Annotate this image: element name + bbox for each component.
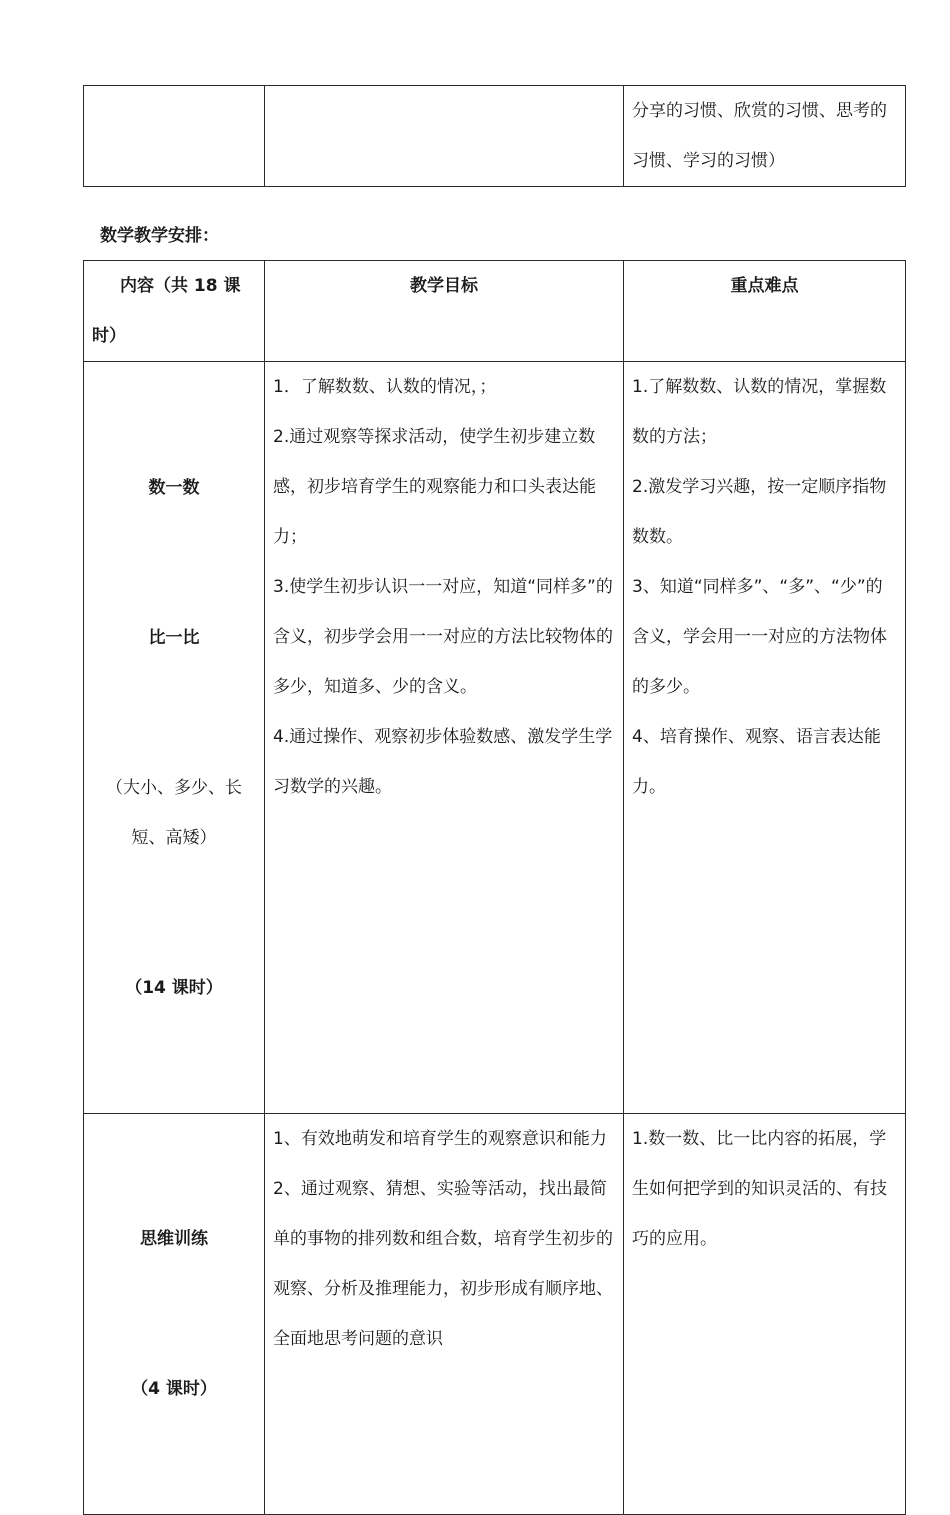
top-table-cell-1 [84, 86, 265, 187]
table-row [84, 362, 906, 1114]
top-table [83, 85, 906, 187]
row1-content-line: 比一比 [148, 628, 200, 648]
top-table-cell-3 [624, 86, 906, 187]
row1-goals: 1．了解数数、认数的情况，； 2.通过观察等探求活动，使学生初步建立数感，初步培育学生的观察能力和口头表达能力； 3.使学生初步认识一一对应，知道“同样多”的含义，初步学会用一一对应的方法比较物体的多少，知道多、少的含义。 4.通过操作、观察初步体验数感、激发学生学习数学的兴趣。 [273, 377, 613, 797]
header-key-points: 重点难点 [730, 276, 799, 296]
row1-content-cell [84, 362, 265, 1114]
row1-key-points: 1.了解数数、认数的情况，掌握数数的方法； 2.激发学习兴趣，按一定顺序指物数数。 3、知道“同样多”、“多”、“少”的含义，学会用一一对应的方法物体的多少。 4、培育操作、观察、语言表达能力。 [632, 377, 887, 797]
header-goals-cell [265, 261, 624, 362]
header-row [84, 261, 906, 362]
row2-goals: 1、有效地萌发和培育学生的观察意识和能力 2、通过观察、猜想、实验等活动，找出最简单的事物的排列数和组合数，培育学生初步的观察、分析及推理能力，初步形成有顺序地、全面地思考问题的意识 [273, 1129, 613, 1349]
row1-content-line: 数一数 [148, 478, 200, 498]
header-key-points-cell [624, 261, 906, 362]
section-heading: 数学教学安排： [100, 226, 219, 246]
row1-goals-cell [265, 362, 624, 1114]
row1-content-line: （14 课时） [125, 978, 223, 998]
header-content: 内容（共 18 课时） [92, 276, 241, 346]
header-content-cell [84, 261, 265, 362]
row2-key-points-cell [624, 1114, 906, 1515]
row2-key-points: 1.数一数、比一比内容的拓展，学生如何把学到的知识灵活的、有技巧的应用。 [632, 1129, 887, 1249]
row1-content-line: （大小、多少、长短、高矮） [106, 778, 242, 848]
math-table [83, 260, 906, 1515]
top-table-cell-3-text: 分享的习惯、欣赏的习惯、思考的习惯、学习的习惯） [632, 101, 887, 171]
row2-content-line: （4 课时） [131, 1379, 217, 1399]
row2-content-line: 思维训练 [140, 1229, 208, 1249]
row1-key-points-cell [624, 362, 906, 1114]
row2-goals-cell [265, 1114, 624, 1515]
header-goals: 教学目标 [410, 276, 478, 296]
top-table-cell-2 [265, 86, 624, 187]
row2-content-cell [84, 1114, 265, 1515]
table-row [84, 1114, 906, 1515]
